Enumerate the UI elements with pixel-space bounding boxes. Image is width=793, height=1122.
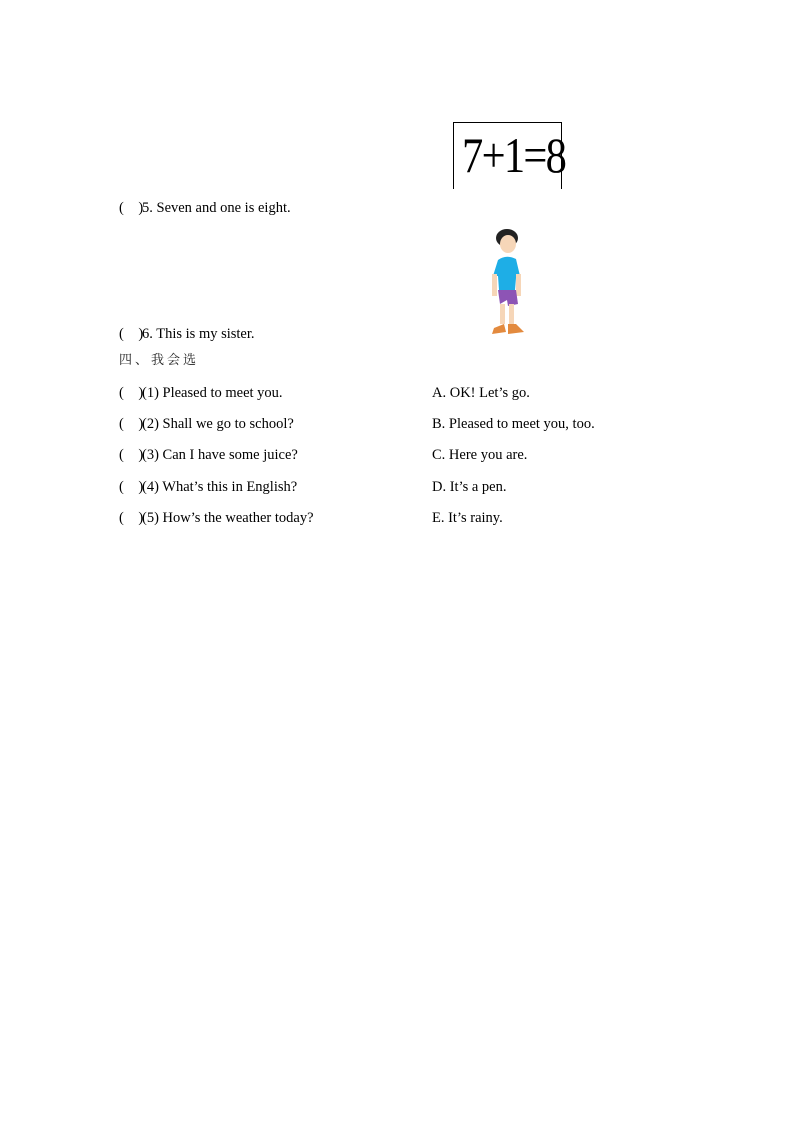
question-text: 6. This is my sister. bbox=[142, 326, 255, 342]
answer-option-d: D. It’s a pen. bbox=[432, 479, 507, 495]
question-6 bbox=[119, 325, 255, 343]
match-question-3 bbox=[119, 446, 298, 464]
answer-blank[interactable]: ( ) bbox=[119, 326, 144, 342]
question-text: (5) How’s the weather today? bbox=[142, 510, 314, 526]
match-question-5 bbox=[119, 509, 314, 527]
question-text: 5. Seven and one is eight. bbox=[142, 200, 291, 216]
answer-blank[interactable]: ( ) bbox=[119, 385, 144, 401]
answer-blank[interactable]: ( ) bbox=[119, 416, 144, 432]
equation-picture bbox=[453, 122, 566, 189]
answer-option-e: E. It’s rainy. bbox=[432, 510, 503, 526]
question-text: (4) What’s this in English? bbox=[142, 479, 298, 495]
question-5 bbox=[119, 199, 291, 217]
equation-text: 7+1=8 bbox=[462, 127, 566, 183]
match-question-1 bbox=[119, 384, 283, 402]
boy-picture bbox=[478, 224, 534, 340]
answer-blank[interactable]: ( ) bbox=[119, 479, 144, 495]
answer-blank[interactable]: ( ) bbox=[119, 200, 144, 216]
question-text: (3) Can I have some juice? bbox=[142, 447, 298, 463]
answer-option-b: B. Pleased to meet you, too. bbox=[432, 416, 595, 432]
answer-blank[interactable]: ( ) bbox=[119, 510, 144, 526]
section-heading: 四、我会选 bbox=[119, 353, 200, 368]
match-question-2 bbox=[119, 415, 294, 433]
question-text: (1) Pleased to meet you. bbox=[142, 385, 283, 401]
question-text: (2) Shall we go to school? bbox=[142, 416, 294, 432]
match-question-4 bbox=[119, 478, 297, 496]
answer-blank[interactable]: ( ) bbox=[119, 447, 144, 463]
answer-option-c: C. Here you are. bbox=[432, 447, 528, 463]
answer-option-a: A. OK! Let’s go. bbox=[432, 385, 530, 401]
